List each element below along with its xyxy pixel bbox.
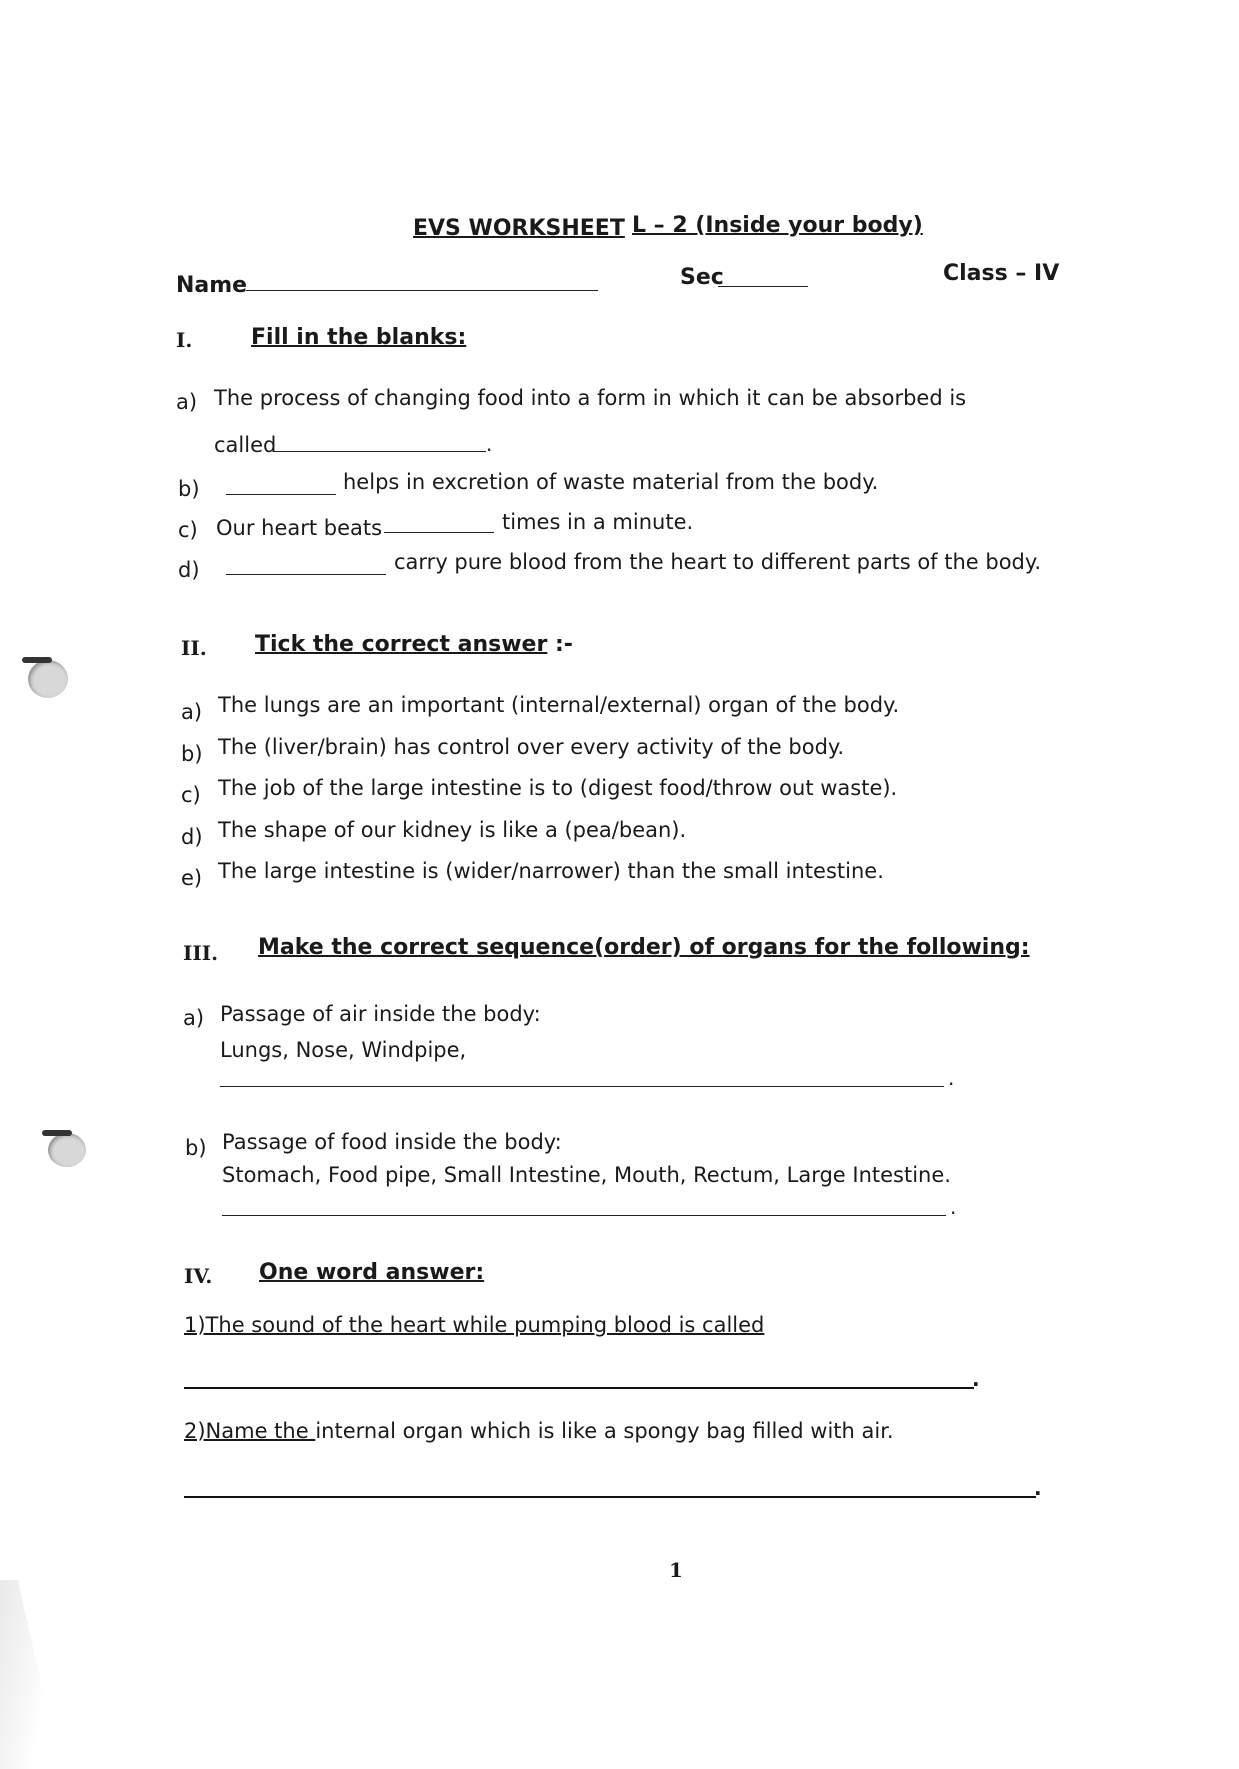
- q2c-text: The job of the large intestine is to (digest food/throw out waste).: [218, 776, 898, 800]
- q2c-label: c): [181, 783, 201, 807]
- page-number: 1: [669, 1558, 683, 1582]
- sec-field[interactable]: [718, 286, 808, 287]
- q3b-title: Passage of food inside the body:: [222, 1130, 562, 1154]
- punch-hole-bottom: [48, 1133, 86, 1167]
- q4-2-period: .: [1034, 1476, 1042, 1500]
- q3a-list: Lungs, Nose, Windpipe,: [220, 1038, 467, 1062]
- section-4-number: IV.: [184, 1264, 213, 1288]
- q1d-label: d): [178, 558, 200, 582]
- q1c-label: c): [178, 518, 198, 542]
- q3b-period: .: [950, 1195, 957, 1219]
- worksheet-title: EVS WORKSHEET: [413, 216, 625, 241]
- section-3-heading: Make the correct sequence(order) of organs for the following:: [258, 935, 1030, 960]
- q1a-text-line1: The process of changing food into a form in which it can be absorbed is: [214, 386, 967, 410]
- q4-2-answer-line[interactable]: [184, 1496, 1036, 1498]
- q1b-text: helps in excretion of waste material from the body.: [343, 470, 879, 494]
- q1a-text-line2: called: [214, 433, 277, 457]
- q4-1-period: .: [972, 1367, 980, 1391]
- q2e-text: The large intestine is (wider/narrower) than the small intestine.: [218, 859, 884, 883]
- q1b-blank[interactable]: [226, 494, 336, 495]
- q1d-blank[interactable]: [226, 574, 386, 575]
- section-3-number: III.: [183, 941, 219, 965]
- punch-hole-top: [28, 660, 68, 698]
- q1a-label: a): [176, 390, 198, 414]
- q1c-pre: Our heart beats: [216, 516, 383, 540]
- q2d-label: d): [181, 825, 203, 849]
- q2d-text: The shape of our kidney is like a (pea/bean).: [218, 818, 687, 842]
- q3a-period: .: [948, 1066, 955, 1090]
- class-label: Class – IV: [943, 261, 1060, 286]
- q1a-period: .: [486, 432, 493, 456]
- q3b-label: b): [185, 1136, 207, 1160]
- section-2-heading: Tick the correct answer :-: [255, 632, 573, 657]
- q1b-label: b): [178, 477, 200, 501]
- q3b-list: Stomach, Food pipe, Small Intestine, Mouth, Rectum, Large Intestine.: [222, 1163, 951, 1187]
- q4-1-answer-line[interactable]: [184, 1387, 974, 1389]
- section-1-number: I.: [176, 328, 193, 352]
- q3b-answer-line[interactable]: [222, 1215, 946, 1216]
- scan-shadow: [0, 1580, 60, 1769]
- q3a-answer-line[interactable]: [220, 1086, 944, 1087]
- q3a-title: Passage of air inside the body:: [220, 1002, 541, 1026]
- q1a-blank[interactable]: [274, 451, 486, 452]
- q1d-text: carry pure blood from the heart to different parts of the body.: [394, 550, 1041, 574]
- name-field[interactable]: [246, 290, 598, 291]
- q4-1-text: 1)The sound of the heart while pumping blood is called: [184, 1313, 765, 1337]
- sec-label: Sec: [680, 265, 724, 290]
- q2e-label: e): [181, 866, 203, 890]
- q2a-text: The lungs are an important (internal/external) organ of the body.: [218, 693, 900, 717]
- q2b-text: The (liver/brain) has control over every activity of the body.: [218, 735, 845, 759]
- section-1-heading: Fill in the blanks:: [251, 325, 467, 350]
- section-2-number: II.: [181, 636, 207, 660]
- lesson-title: L – 2 (Inside your body): [632, 213, 923, 238]
- q1c-post: times in a minute.: [502, 510, 694, 534]
- q1c-blank[interactable]: [384, 532, 494, 533]
- q4-2-text: 2)Name the internal organ which is like a spongy bag filled with air.: [184, 1419, 894, 1443]
- q2b-label: b): [181, 742, 203, 766]
- section-4-heading: One word answer:: [259, 1260, 485, 1285]
- q2a-label: a): [181, 700, 203, 724]
- q3a-label: a): [183, 1006, 205, 1030]
- name-label: Name: [176, 273, 248, 298]
